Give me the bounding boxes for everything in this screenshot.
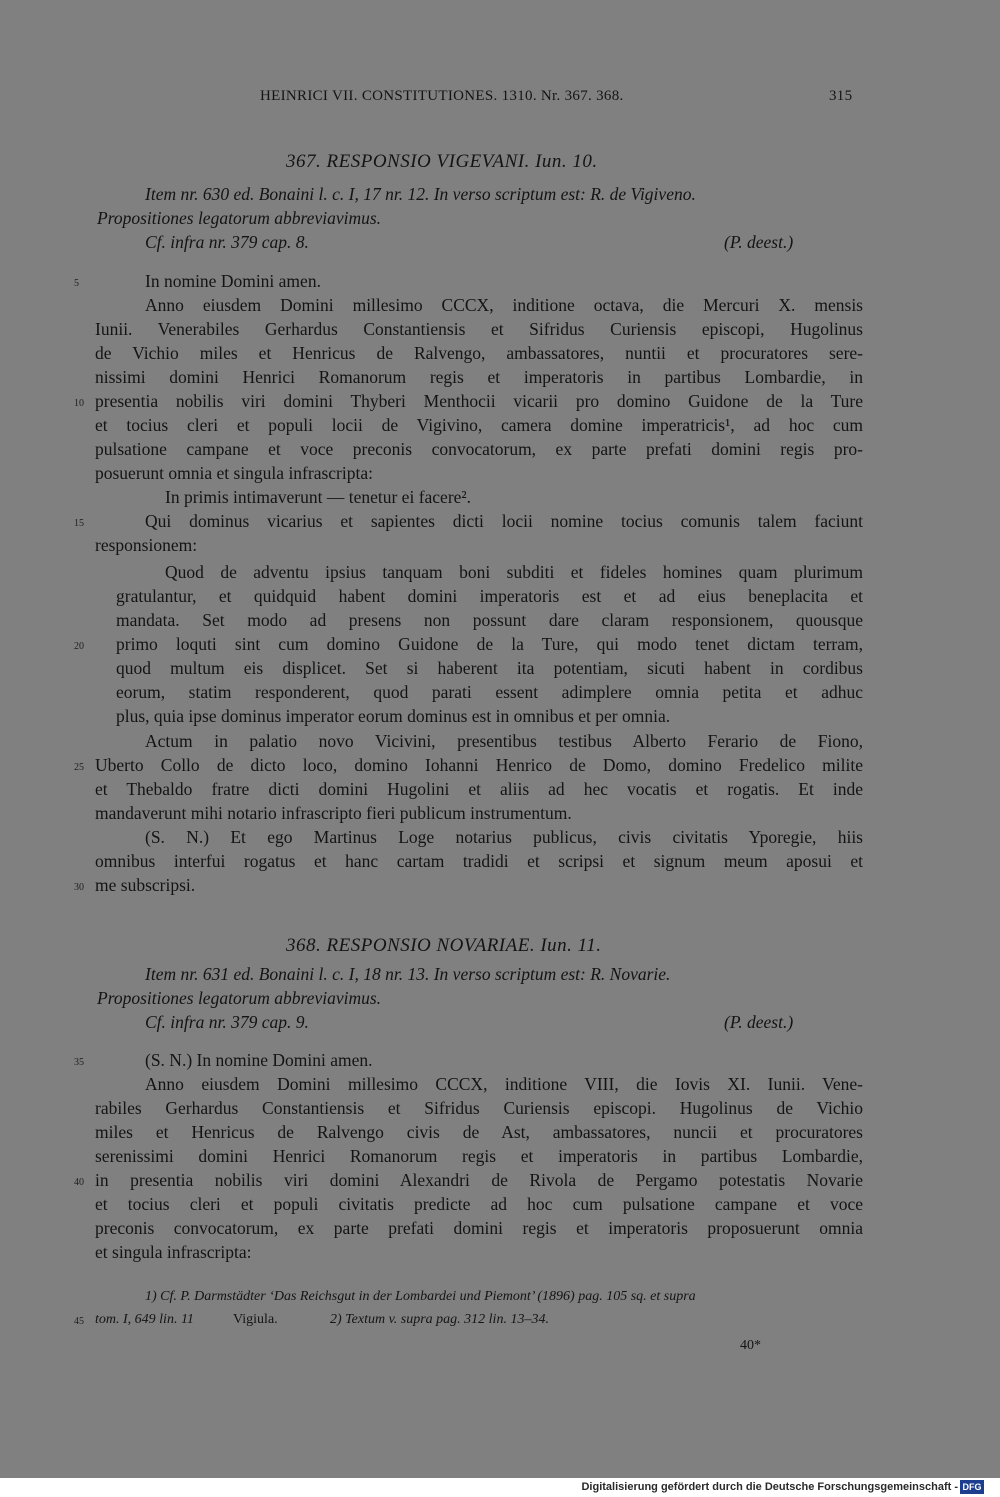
doc-367-line: pulsatione campane et voce preconis convocatorum, ex parte prefati domini regis pro- [95,439,863,459]
doc-367-line: Iunii. Venerabiles Gerhardus Constantiensis et Sifridus Curiensis episcopi, Hugolinus [95,319,863,339]
margin-line-number: 45 [74,1316,84,1327]
footnote-1-end: Vigiula. [233,1312,278,1327]
doc-368-line: miles et Henricus de Ralvengo civis de Ast, ambassatores, nuncii et procuratores [95,1122,863,1142]
doc-367-line: gratulantur, et quidquid habent domini imperatoris est et ad eius beneplacita et [116,586,863,606]
doc-368-line: preconis convocatorum, ex parte prefati domini regis et imperatoris proposuerunt omnia [95,1218,863,1238]
doc-367-line: presentia nobilis viri domini Thyberi Menthocii vicarii pro domino Guidone de la Ture [95,391,863,411]
doc-367-source-line-2: Propositiones legatorum abbreviavimus. [97,208,382,228]
doc-367-line: Quod de adventu ipsius tanquam boni subditi et fideles homines quam plurimum [165,562,863,582]
dfg-credit-text: Digitalisierung gefördert durch die Deutsche Forschungsgemeinschaft - [581,1481,958,1493]
doc-368-source-line-2: Propositiones legatorum abbreviavimus. [97,988,382,1008]
footnote-2: 2) Textum v. supra pag. 312 lin. 13–34. [330,1312,549,1327]
doc-368-line: in presentia nobilis viri domini Alexandri de Rivola de Pergamo potestatis Novarie [95,1170,863,1190]
doc-367-line: de Vichio miles et Henricus de Ralvengo, ambassatores, nuntii et procuratores sere- [95,343,863,363]
doc-367-line: eorum, statim responderent, quod parati essent adimplere omnia petita et adhuc [116,682,863,702]
doc-368-line: rabiles Gerhardus Constantiensis et Sifridus Curiensis episcopi. Hugolinus de Vichio [95,1098,863,1118]
doc-367-line: (S. N.) Et ego Martinus Loge notarius publicus, civis civitatis Yporegie, hiis [145,827,863,847]
doc-367-heading: 367. RESPONSIO VIGEVANI. Iun. 10. [286,151,598,172]
doc-367-line: me subscripsi. [95,875,196,895]
margin-line-number: 20 [74,641,84,652]
doc-367-line: et tocius cleri et populi locii de Vigivino, camera domine imperatricis¹, ad hoc cum [95,415,863,435]
doc-368-line: et singula infrascripta: [95,1242,252,1262]
doc-367-line: Qui dominus vicarius et sapientes dicti locii nomine tocius comunis talem faciunt [145,511,863,531]
margin-line-number: 10 [74,398,84,409]
doc-367-cf: Cf. infra nr. 379 cap. 8. [145,232,309,252]
margin-line-number: 15 [74,518,84,529]
doc-367-line: posuerunt omnia et singula infrascripta: [95,463,373,483]
doc-367-line: In primis intimaverunt — tenetur ei facere². [165,487,472,507]
margin-line-number: 25 [74,762,84,773]
margin-line-number: 30 [74,882,84,893]
dfg-logo-icon: DFG [960,1480,984,1494]
doc-367-line: primo loquti sint cum domino Guidone de la Ture, qui modo tenet dictam terram, [116,634,863,654]
doc-367-line: Actum in palatio novo Vicivini, presentibus testibus Alberto Ferario de Fiono, [145,731,863,751]
doc-367-line: omnibus interfui rogatus et hanc cartam tradidi et scripsi et signum meum aposui et [95,851,863,871]
doc-367-line: nissimi domini Henrici Romanorum regis et imperatoris in partibus Lombardie, in [95,367,863,387]
doc-368-cf: Cf. infra nr. 379 cap. 9. [145,1012,309,1032]
page-number: 315 [829,88,853,104]
margin-line-number: 40 [74,1177,84,1188]
doc-367-edition-note: (P. deest.) [724,232,794,252]
doc-368-line: serenissimi domini Henrici Romanorum regis et imperatoris in partibus Lombardie, [95,1146,863,1166]
doc-368-line: et tocius cleri et populi civitatis predicte ad hoc cum pulsatione campane et voce [95,1194,863,1214]
doc-368-source-line-1: Item nr. 631 ed. Bonaini l. c. I, 18 nr. 13. In verso scriptum est: R. Novarie. [145,964,671,984]
footnote-1: 1) Cf. P. Darmstädter ‘Das Reichsgut in der Lombardei und Piemont’ (1896) pag. 105 sq. et supra [145,1289,696,1304]
doc-368-edition-note: (P. deest.) [724,1012,794,1032]
doc-367-line: Anno eiusdem Domini millesimo CCCX, inditione octava, die Mercuri X. mensis [145,295,863,315]
doc-367-line: Uberto Collo de dicto loco, domino Iohanni Henrico de Domo, domino Fredelico milite [95,755,863,775]
footnote-1-continued: tom. I, 649 lin. 11 [95,1312,194,1327]
margin-line-number: 5 [74,278,79,289]
doc-368-line: Anno eiusdem Domini millesimo CCCX, inditione VIII, die Iovis XI. Iunii. Vene- [145,1074,863,1094]
digitization-footer [0,1478,1000,1497]
doc-367-line: responsionem: [95,535,198,555]
doc-367-line: plus, quia ipse dominus imperator eorum dominus est in omnibus et per omnia. [116,706,671,726]
doc-367-line: mandaverunt mihi notario infrascripto fieri publicum instrumentum. [95,803,572,823]
doc-367-line: et Thebaldo fratre dicti domini Hugolini et aliis ad hec vocatis et rogatis. Et inde [95,779,863,799]
doc-367-source-line-1: Item nr. 630 ed. Bonaini l. c. I, 17 nr. 12. In verso scriptum est: R. de Vigiveno. [145,184,696,204]
doc-368-heading: 368. RESPONSIO NOVARIAE. Iun. 11. [286,935,602,956]
doc-367-line: In nomine Domini amen. [145,271,321,291]
running-header-title: HEINRICI VII. CONSTITUTIONES. 1310. Nr. 367. 368. [260,88,624,104]
doc-368-line: (S. N.) In nomine Domini amen. [145,1050,373,1070]
doc-367-line: quod multum eis displicet. Set si haberent ita potentiam, sicuti habent in cordibus [116,658,863,678]
doc-367-line: mandata. Set modo ad presens non possunt dare claram responsionem, quousque [116,610,863,630]
signature-mark: 40* [740,1338,761,1353]
margin-line-number: 35 [74,1057,84,1068]
